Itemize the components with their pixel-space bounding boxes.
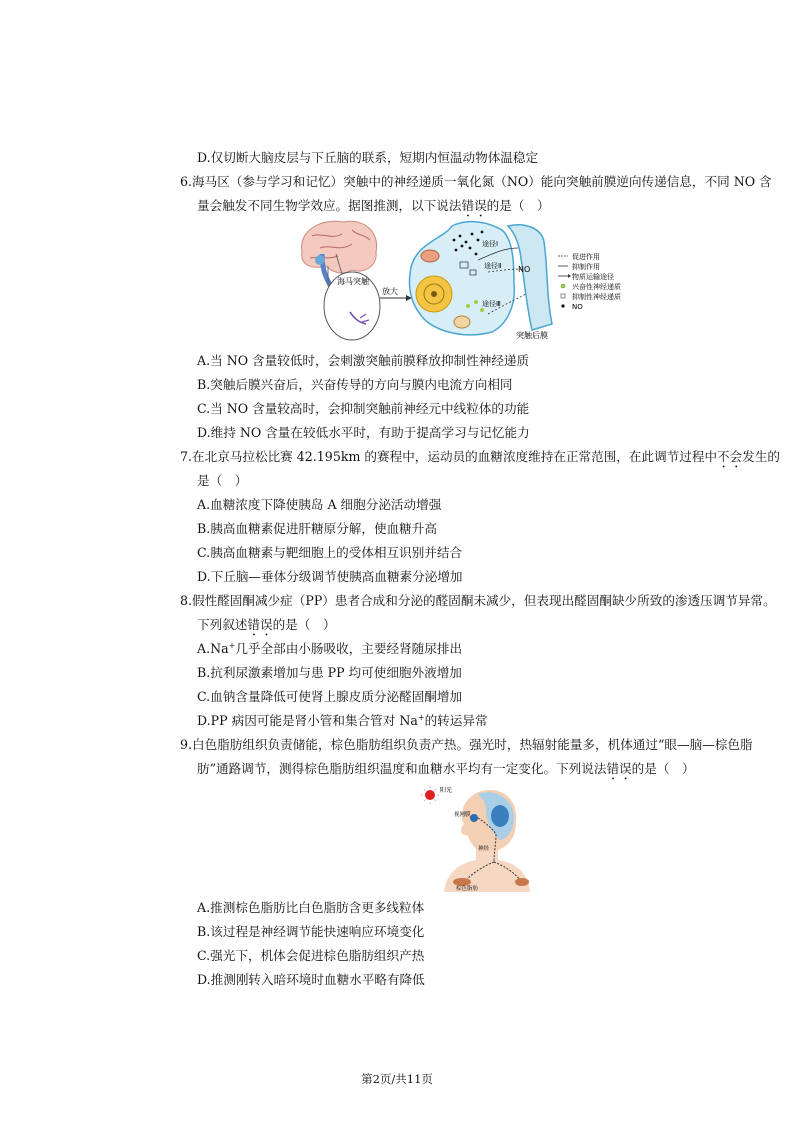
figure-legend <box>558 252 621 311</box>
q9-stem-line1: 9.白色脂肪组织负责储能，棕色脂肪组织负责产热。强光时，热辐射能量多，机体通过“眼—脑—棕色脂 <box>180 737 753 752</box>
q6-stem-line1: 6.海马区（参与学习和记忆）突触中的神经递质一氧化氮（NO）能向突触前膜逆向传递信息，不同 NO 含 <box>180 174 772 189</box>
nerve-label: 神经 <box>478 846 490 852</box>
magnify-label: 放大 <box>382 287 398 296</box>
legend-inhibitory: 抑制性神经递质 <box>572 293 621 301</box>
q7-option-d: D.下丘脑—垂体分级调节使胰高血糖素分泌增加 <box>197 569 463 584</box>
q9-option-d: D.推测刚转入暗环境时血糖水平略有降低 <box>197 972 425 987</box>
q8-option-a <box>197 641 462 657</box>
hippocampus-label: 海马突触 <box>337 277 369 286</box>
q6-stem-pre: 量会触发不同生物学效应。据图推测，以下说法 <box>197 198 462 213</box>
q6-stem-post: 的是（ ） <box>486 198 550 213</box>
q6-emphasis: 错误 <box>461 198 487 213</box>
legend-promote: 促进作用 <box>572 253 600 261</box>
retina-label: 视网膜 <box>454 812 471 818</box>
path-3-label: 途径Ⅲ <box>482 300 501 308</box>
legend-excitatory: 兴奋性神经递质 <box>572 283 621 291</box>
q9-stem-pre: 肪”通路调节，测得棕色脂肪组织温度和血糖水平均有一定变化。下列说法 <box>197 761 607 776</box>
no-label: NO <box>518 265 531 274</box>
q7-option-b: B.胰高血糖素促进肝糖原分解，使血糖升高 <box>197 521 437 536</box>
q7-stem-line1 <box>180 449 780 471</box>
q6-option-d: D.维持 NO 含量在较低水平时，有助于提高学习与记忆能力 <box>197 425 530 440</box>
synapse-figure <box>292 214 652 344</box>
legend-no: NO <box>572 303 583 311</box>
q9-option-a: A.推测棕色脂肪比白色脂肪含更多线粒体 <box>197 900 425 915</box>
sunlight-label: 阳光 <box>440 787 453 794</box>
q6-option-c: C.当 NO 含量较高时，会抑制突触前神经元中线粒体的功能 <box>197 401 530 416</box>
q8-option-a-sup: + <box>228 640 236 650</box>
q8-stem-post: 的是（ ） <box>272 617 336 632</box>
legend-transport: 物质运输途径 <box>572 273 614 281</box>
q8-stem-line1: 8.假性醛固酮减少症（PP）患者合成和分泌的醛固酮未减少，但表现出醛固酮缺少所致的渗透压调节异常。 <box>180 593 776 608</box>
q8-option-d-pre: D.PP 病因可能是肾小管和集合管对 Na <box>197 713 418 728</box>
q8-option-c: C.血钠含量降低可使肾上腺皮质分泌醛固酮增加 <box>197 689 463 704</box>
q9-emphasis: 错误 <box>606 761 632 776</box>
q8-option-d <box>197 713 488 729</box>
q7-emphasis: 不会 <box>717 449 743 464</box>
q9-option-c: C.强光下，机体会促进棕色脂肪组织产热 <box>197 948 425 963</box>
head-figure <box>418 782 534 892</box>
q8-option-a-pre: A.Na <box>197 641 229 656</box>
path-1-label: 途径Ⅰ <box>482 240 499 248</box>
q6-option-b: B.突触后膜兴奋后，兴奋传导的方向与膜内电流方向相同 <box>197 377 513 392</box>
q9-stem-line2 <box>197 761 695 783</box>
path-2-label: 途径Ⅱ <box>484 262 502 270</box>
q6-option-a: A.当 NO 含量较低时，会刺激突触前膜释放抑制性神经递质 <box>197 353 530 368</box>
q8-stem-pre: 下列叙述 <box>197 617 248 632</box>
q8-option-d-sup: + <box>417 712 425 722</box>
q7-stem-post: 发生的 <box>742 449 781 464</box>
q7-stem-pre: 7.在北京马拉松比赛 42.195km 的赛程中，运动员的血糖浓度维持在正常范围，在此调节过程中 <box>180 449 718 464</box>
q7-option-c: C.胰高血糖素与靶细胞上的受体相互识别并结合 <box>197 545 463 560</box>
q8-emphasis: 错误 <box>247 617 273 632</box>
legend-inhibit: 抑制作用 <box>572 263 600 271</box>
q7-option-a: A.血糖浓度下降使胰岛 A 细胞分泌活动增强 <box>197 497 442 512</box>
postsynaptic-label: 突触后膜 <box>516 331 548 340</box>
q8-option-d-post: 的转运异常 <box>424 713 488 728</box>
q9-stem-post: 的是（ ） <box>631 761 695 776</box>
q8-stem-line2 <box>197 617 336 639</box>
sun-icon <box>421 786 439 804</box>
q5-option-d: D.仅切断大脑皮层与下丘脑的联系，短期内恒温动物体温稳定 <box>197 150 539 165</box>
brown-fat-label: 棕色脂肪 <box>456 886 479 892</box>
q8-option-b: B.抗利尿激素增加与患 PP 均可使细胞外液增加 <box>197 665 462 680</box>
q8-option-a-post: 几乎全部由小肠吸收，主要经肾随尿排出 <box>235 641 463 656</box>
q9-option-b: B.该过程是神经调节能快速响应环境变化 <box>197 924 425 939</box>
page-footer: 第2页/共11页 <box>361 1072 433 1086</box>
q7-stem-line2: 是（ ） <box>197 473 248 488</box>
